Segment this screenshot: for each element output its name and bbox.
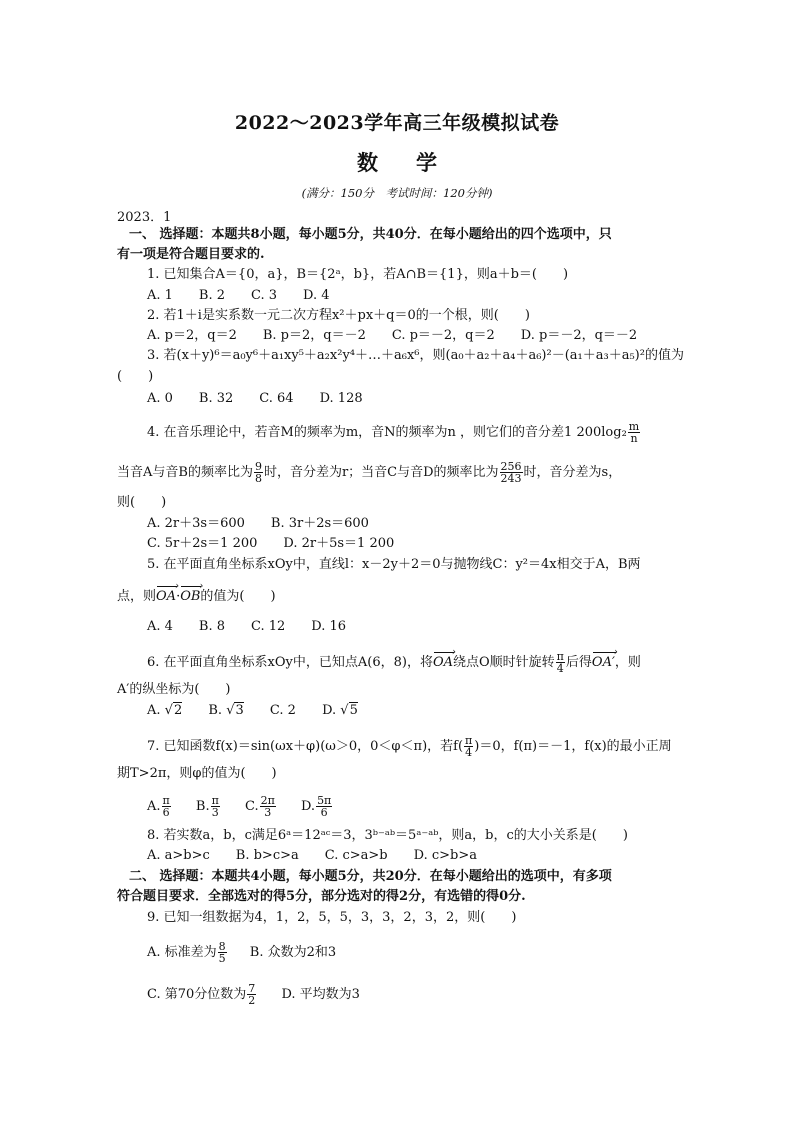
section1-intro-line1: 一、 选择题：本题共8小题，每小题5分，共40分．在每小题给出的四个选项中，只: [129, 227, 612, 242]
q6-stem: [147, 651, 641, 674]
q4-options1: A. 2r＋3s＝600 B. 3r＋2s＝600: [147, 516, 369, 531]
q4-fraction-256-243: [500, 461, 523, 484]
q7-opt-a: A.: [147, 799, 161, 814]
q7-opt-d: D.: [300, 799, 316, 814]
q7-opt-b: B.: [195, 799, 210, 814]
exam-title: 2022～2023学年高三年级模拟试卷: [234, 112, 560, 134]
frac-denominator: 4: [556, 662, 564, 675]
q6-stem-c: 后得: [565, 655, 592, 670]
q4-line2-b: 时，音分差为r；当音C与音D的频率比为: [263, 465, 499, 480]
q7-line2: 期T>2π，则φ的值为( ): [117, 766, 277, 781]
q2-stem: 2. 若1＋i是实系数一元二次方程x²＋px＋q＝0的一个根，则( ): [147, 308, 530, 323]
q7-fraction-a: [162, 795, 171, 818]
q9-options-cd: [147, 983, 360, 1006]
sqrt-5: 5: [349, 703, 358, 718]
q7-fraction-b: [211, 795, 220, 818]
vector-oa: OA ›: [433, 654, 453, 672]
frac-denominator: 4: [465, 746, 473, 759]
q3-stem-cont: ( ): [117, 369, 154, 384]
q9-opt-d: D. 平均数为3: [281, 987, 360, 1002]
frac-denominator: 3: [211, 806, 219, 819]
q7-opt-c: C.: [244, 799, 259, 814]
q6-options: A. √2 B. √3 C. 2 D. √5: [147, 703, 358, 718]
vector-oa: OA ›: [156, 588, 176, 606]
vector-ob: OB ›: [180, 588, 200, 606]
q7-stem: [147, 735, 672, 758]
q2-options: A. p＝2，q＝2 B. p＝2，q＝－2 C. p＝－2，q＝2 D. p＝－2，q＝－2: [147, 328, 638, 343]
q7-fraction-d: [316, 795, 332, 818]
q6-stem-b: 绕点O顺时针旋转: [453, 655, 555, 670]
frac-numerator: 8: [218, 940, 226, 953]
q7-options: [147, 795, 333, 818]
sqrt-2: 2: [173, 703, 183, 718]
frac-numerator: 5π: [317, 794, 332, 807]
q5-options: A. 4 B. 8 C. 12 D. 16: [147, 619, 347, 634]
q1-stem: 1. 已知集合A＝{0，a}，B＝{2ᵃ，b}，若A∩B＝{1}，则a＋b＝( ): [147, 267, 569, 282]
q9-opt-c: C. 第70分位数为: [147, 987, 247, 1002]
section1-intro-line2: 有一项是符合题目要求的.: [117, 247, 265, 262]
q6-stem-d: ，则: [614, 655, 641, 670]
q4-stem-text: 4. 在音乐理论中，若音M的频率为m，音N的频率为n ，则它们的音分差1 200log₂: [147, 425, 627, 440]
q8-options: A. a>b>c B. b>c>a C. c>a>b D. c>b>a: [147, 848, 477, 863]
q4-line2-a: 当音A与音B的频率比为: [117, 465, 253, 480]
frac-denominator: 6: [320, 806, 328, 819]
q6-stem-a: 6. 在平面直角坐标系xOy中，已知点A(6，8)，将: [147, 655, 433, 670]
frac-numerator: π: [465, 734, 473, 747]
frac-denominator: 6: [162, 806, 170, 819]
q6-opt-b: B.: [208, 703, 223, 718]
dot-operator: ·: [176, 589, 181, 604]
q6-opt-a: A.: [147, 703, 161, 718]
q5-line2-b: 的值为( ): [200, 589, 276, 604]
frac-numerator: 2π: [260, 794, 275, 807]
q4-line2: [117, 461, 621, 484]
q7-fraction-pi-4: [464, 735, 473, 758]
frac-numerator: π: [211, 794, 219, 807]
q5-line2-a: 点，则: [117, 589, 157, 604]
q4-line2-c: 时，音分差为s，: [523, 465, 622, 480]
q9-stem: 9. 已知一组数据为4，1，2，5，5，3，3，2，3，2，则( ): [147, 910, 517, 925]
q9-fraction-8-5: [218, 941, 227, 964]
vector-oa-prime: OA′ ›: [592, 654, 615, 672]
q9-opt-a: A. 标准差为: [147, 945, 217, 960]
q6-opt-c: C. 2: [269, 703, 296, 718]
frac-denominator: 8: [254, 472, 262, 485]
frac-denominator: 243: [500, 472, 522, 485]
q8-stem: 8. 若实数a，b，c满足6ᵃ＝12ᵃᶜ＝3，3ᵇ⁻ᵃᵇ＝5ᵃ⁻ᵃᵇ，则a，b，c的大小关系是( ): [147, 828, 628, 843]
q5-line2: [117, 588, 276, 606]
q4-fraction-9-8: [254, 461, 263, 484]
q5-stem: 5. 在平面直角坐标系xOy中，直线l：x－2y＋2＝0与抛物线C：y²＝4x相交于A，B两: [147, 557, 641, 572]
frac-numerator: π: [556, 650, 564, 663]
frac-numerator: 9: [254, 460, 262, 473]
frac-numerator: π: [162, 794, 170, 807]
q3-options: A. 0 B. 32 C. 64 D. 128: [147, 391, 363, 406]
frac-denominator: 2: [248, 994, 256, 1007]
exam-date: 2023．1: [117, 210, 172, 225]
section2-intro-line1: 二、 选择题：本题共4小题，每小题5分，共20分．在每小题给出的选项中，有多项: [129, 869, 612, 884]
section2-intro-line2: 符合题目要求．全部选对的得5分，部分选对的得2分，有选错的得0分.: [117, 889, 526, 904]
frac-numerator: 256: [500, 460, 522, 473]
q6-opt-d: D.: [322, 703, 337, 718]
frac-numerator: 7: [248, 982, 256, 995]
q4-line3: 则( ): [117, 495, 167, 510]
frac-numerator: m: [628, 420, 640, 433]
subject-title: 数学: [357, 150, 475, 175]
q9-opt-b: B. 众数为2和3: [249, 945, 337, 960]
q4-fraction-m-n: [628, 421, 640, 444]
q6-fraction-pi-4: [556, 651, 565, 674]
exam-meta: (满分：150分 考试时间：120分钟): [301, 186, 493, 200]
q3-stem: 3. 若(x＋y)⁶＝a₀y⁶＋a₁xy⁵＋a₂x²y⁴＋…＋a₆x⁶，则(a₀＋a₂＋a₄＋a₆)²－(a₁＋a₃＋a₅)²的值为: [147, 348, 684, 363]
sqrt-3: 3: [235, 703, 244, 718]
q9-options-ab: [147, 941, 336, 964]
q6-line2: A′的纵坐标为( ): [117, 682, 231, 697]
frac-denominator: n: [630, 432, 638, 445]
q9-fraction-7-2: [247, 983, 256, 1006]
q7-fraction-c: [260, 795, 276, 818]
frac-denominator: 3: [264, 806, 272, 819]
q7-stem-b: )＝0，f(π)＝－1，f(x)的最小正周: [474, 739, 672, 754]
q7-stem-a: 7. 已知函数f(x)＝sin(ωx＋φ)(ω＞0，0＜φ＜π)，若f(: [147, 739, 464, 754]
q4-options2: C. 5r＋2s＝1 200 D. 2r＋5s＝1 200: [147, 536, 395, 551]
q1-options: A. 1 B. 2 C. 3 D. 4: [147, 288, 330, 303]
q4-stem: [147, 421, 641, 444]
frac-denominator: 5: [218, 952, 226, 965]
